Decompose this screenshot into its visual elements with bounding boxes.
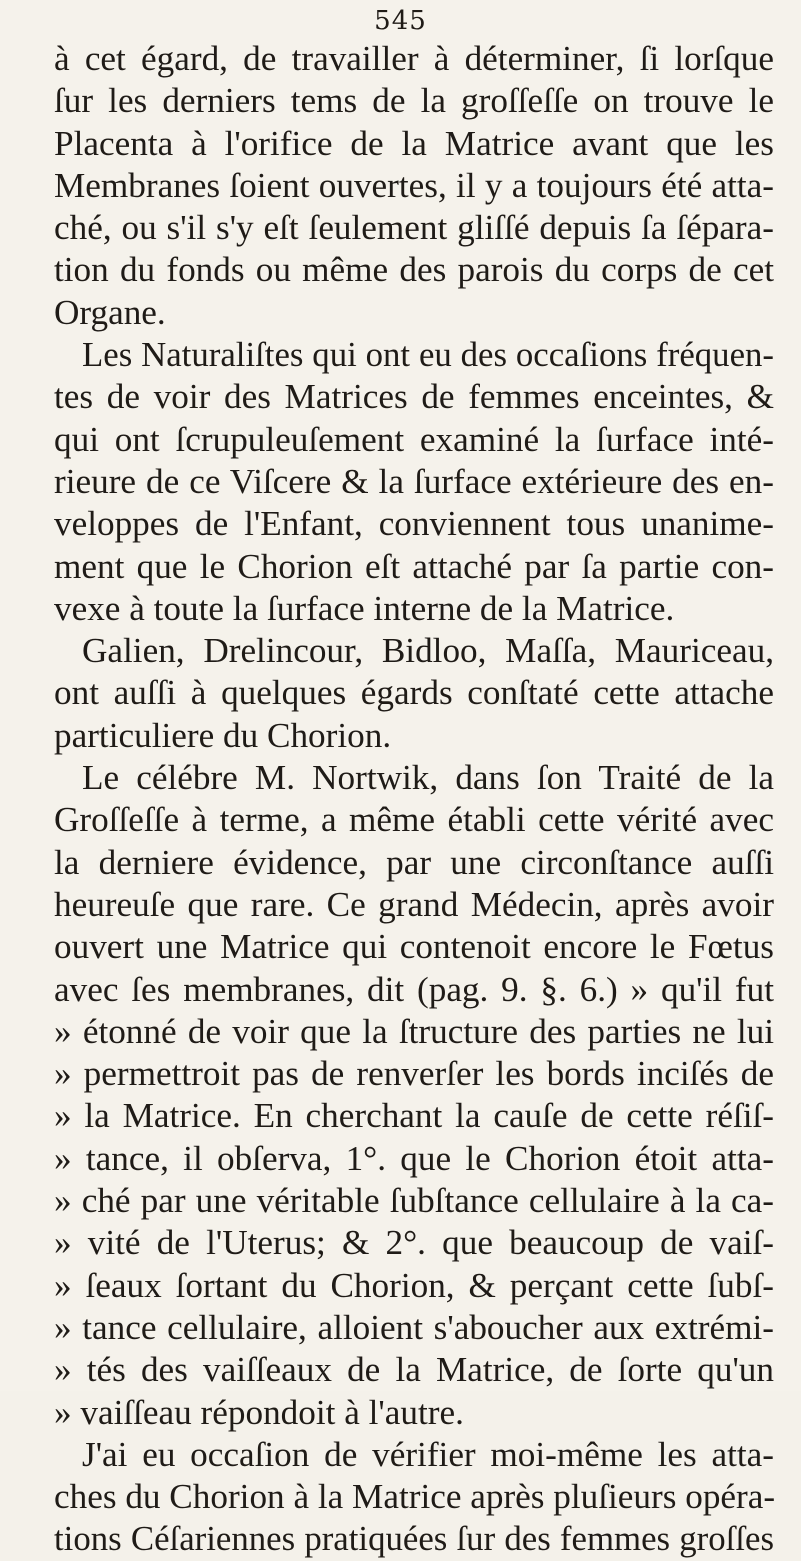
text-line: » la Matrice. En cherchant la cauſe de cette réſiſ-: [54, 1096, 774, 1136]
text-line: particuliere du Chorion.: [54, 715, 392, 755]
page-number: 545: [374, 6, 427, 36]
text-line: ment que le Chorion eſt attaché par ſa partie con-: [54, 546, 774, 586]
text-line: rieure de ce Viſcere & la ſurface extérieure des en-: [54, 461, 774, 501]
text-line: J'ai eu occaſion de vérifier moi-même les atta-: [82, 1434, 774, 1474]
text-line: ont auſſi à quelques égards conſtaté cette attache: [54, 673, 774, 713]
text-line: Placenta à l'orifice de la Matrice avant que les: [54, 123, 774, 163]
text-line: » ché par une véritable ſubſtance cellulaire à la ca-: [54, 1181, 774, 1221]
text-line: à cet égard, de travailler à déterminer, ſi lorſque: [54, 39, 774, 78]
text-line: » tance, il obſerva, 1°. que le Chorion étoit atta-: [54, 1138, 774, 1178]
text-line: Organe.: [54, 292, 166, 332]
text-line: » vaiſſeau répondoit à l'autre.: [54, 1392, 464, 1432]
text-line: » étonné de voir que la ſtructure des parties ne lui: [54, 1011, 774, 1051]
text-line: qui ont ſcrupuleuſement examiné la ſurface inté-: [54, 419, 774, 459]
text-line: » tés des vaiſſeaux de la Matrice, de ſorte qu'un: [54, 1350, 774, 1390]
text-line: ches du Chorion à la Matrice après pluſieurs opéra-: [54, 1477, 776, 1517]
text-line: » tance cellulaire, alloient s'aboucher aux extrémi-: [54, 1307, 774, 1347]
text-line: heureuſe que rare. Ce grand Médecin, après avoir: [54, 884, 774, 924]
text-line: veloppes de l'Enfant, conviennent tous unanime-: [54, 504, 774, 544]
text-line: tion du fonds ou même des parois du corps de cet: [54, 250, 774, 290]
text-line: Galien, Drelincour, Bidloo, Maſſa, Mauriceau,: [82, 631, 774, 671]
text-line: tes de voir des Matrices de femmes enceintes, &: [54, 377, 774, 417]
text-line: » vité de l'Uterus; & 2°. que beaucoup de vaiſ-: [54, 1223, 774, 1263]
text-line: avec ſes membranes, dit (pag. 9. §. 6.) » qu'il fut: [54, 969, 774, 1009]
text-line: » ſeaux ſortant du Chorion, & perçant cette ſubſ-: [54, 1265, 774, 1305]
text-line: » permettroit pas de renverſer les bords inciſés de: [54, 1054, 774, 1094]
text-line: la derniere évidence, par une circonſtance auſſi: [54, 842, 774, 882]
text-line: ouvert une Matrice qui contenoit encore le Fœtus: [54, 927, 774, 967]
text-line: ché, ou s'il s'y eſt ſeulement gliſſé depuis ſa ſépara-: [54, 208, 774, 248]
text-line: Groſſeſſe à terme, a même établi cette vérité avec: [54, 800, 774, 840]
text-line: Membranes ſoient ouvertes, il y a toujours été atta-: [54, 165, 774, 205]
text-line: ſur les derniers tems de la groſſeſſe on trouve le: [54, 81, 774, 121]
text-line: vexe à toute la ſurface interne de la Matrice.: [54, 588, 675, 628]
text-line: Les Naturaliſtes qui ont eu des occaſions fréquen-: [82, 335, 774, 375]
body-text: [54, 38, 774, 1561]
text-line: Le célébre M. Nortwik, dans ſon Traité de la: [82, 758, 774, 798]
text-line: tions Céſariennes pratiquées ſur des femmes groſſes: [54, 1519, 774, 1559]
